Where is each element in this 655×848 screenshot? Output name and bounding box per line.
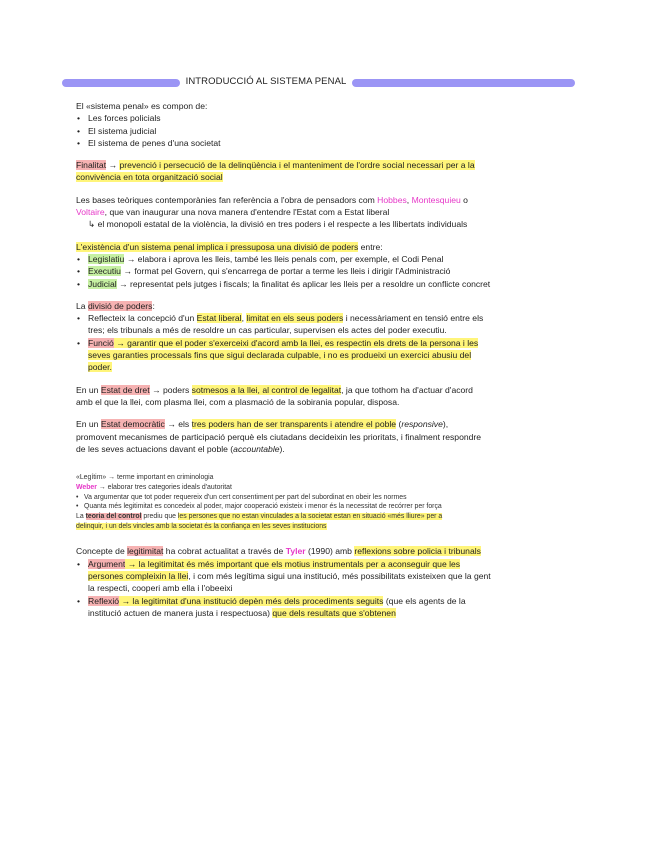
divisio-pre: La [76, 300, 88, 311]
text: ( [396, 419, 402, 430]
estat-democratic-section [76, 418, 576, 455]
highlight: tres poders han de ser transparents i atendre el poble [191, 419, 397, 430]
list-item [76, 253, 576, 265]
emphasis: responsive [401, 419, 443, 430]
reflexio-label: Reflexió [88, 595, 120, 606]
text: Reflecteix la concepció d'un [88, 313, 197, 324]
bases-section [76, 194, 576, 231]
divisio-post: : [152, 300, 155, 311]
finalitat-section [76, 159, 576, 184]
thinker-weber: Weber [76, 483, 97, 491]
existencia-highlight: L'existència d'un sistema penal implica i pressuposa una divisió de poders [76, 241, 359, 252]
highlight: sotmesos a la llei, al control de legalitat [191, 384, 342, 395]
divisio-label: divisió de poders [87, 300, 153, 311]
page-title: INTRODUCCIÓ AL SISTEMA PENAL [185, 76, 347, 87]
highlight: → garantir que el poder s'exerceixi d'acord amb la llei, es respectin els drets de la persona i les [113, 337, 479, 348]
highlight: limitat en els seus poders [246, 313, 344, 324]
text: La [76, 512, 86, 520]
finalitat-text: convivència en tota organització social [76, 172, 223, 183]
list-item-continuation: tres; els tribunals a més de resoldre un cas particular, supervisen els actes del poder executiu. [88, 325, 447, 336]
argument-label: Argument [88, 558, 126, 569]
text: (que els agents de la [383, 595, 466, 606]
list-item [76, 558, 576, 570]
thinker-tyler: Tyler [285, 546, 306, 557]
text: Concepte de [76, 546, 128, 557]
arrow: → [106, 160, 120, 171]
list-item: • Quanta més legitimitat es concedeix al poder, major cooperació existeix i menor és la necessitat de recórrer per força [76, 502, 576, 512]
text: «Legítim» → terme important en criminologia [76, 474, 214, 482]
finalitat-text: prevenció i persecució de la delinqüència i el manteniment de l'ordre social necessari per a la [119, 160, 475, 171]
highlight: → la legitimitat d'una institució depèn més dels procediments seguits [119, 595, 384, 606]
bases-subnote: ↳ el monopoli estatal de la violència, la divisió en tres poders i el respecte a les llibertats individuals [88, 219, 468, 230]
text: → elaborar tres categories ideals d'autoritat [96, 483, 232, 491]
estat-dret-section [76, 384, 576, 409]
highlight: seves garanties processals fins que sigui declarada culpable, i no es produeixi un exercici abusiu del [88, 350, 472, 361]
power-label: Legislatiu [88, 253, 125, 264]
thinker-voltaire: Voltaire [76, 207, 105, 218]
text: En un [76, 384, 101, 395]
highlight: persones compleixin la llei [88, 570, 189, 581]
funcio-label: Funció [88, 337, 114, 348]
highlight: poder. [88, 362, 112, 373]
existencia-section [76, 241, 576, 290]
text: , [241, 313, 247, 324]
list-item [76, 337, 576, 349]
document-body [76, 100, 576, 629]
power-text: → elabora i aprova les lleis, també les lleis penals com, per exemple, el Codi Penal [124, 253, 444, 264]
intro-heading: El «sistema penal» es compon de: [76, 101, 208, 111]
list-item: • Les forces policials [76, 112, 576, 124]
bases-text: Les bases teòriques contemporànies fan referència a l'obra de pensadors com [76, 194, 378, 205]
list-item [76, 312, 576, 324]
text: , ja que tothom ha d'actuar d'acord [341, 384, 473, 395]
highlight: delinquir, i un dels vincles amb la societat és la confiança en les seves institucions [76, 522, 327, 530]
list-item: • El sistema judicial [76, 125, 576, 137]
power-text: → representat pels jutges i fiscals; la finalitat és aplicar les lleis per a resoldre un conflicte concret [116, 278, 491, 289]
title-row [62, 77, 575, 89]
power-label: Judicial [88, 278, 117, 289]
bases-text: , que van inaugurar una nova manera d'entendre l'Estat com a Estat liberal [104, 207, 390, 218]
title-bar-left [62, 79, 180, 87]
emphasis: accountable [233, 443, 280, 454]
power-label: Executiu [88, 266, 121, 277]
text: En un [76, 419, 101, 430]
list-item [76, 278, 576, 290]
text: i necessàriament en tensió entre els [343, 313, 484, 324]
text: (1990) amb [305, 546, 355, 557]
teoria-control-label: teoria del control [85, 512, 142, 520]
separator: o [460, 194, 468, 205]
estat-dret-label: Estat de dret [100, 384, 150, 395]
text: → els [164, 419, 192, 430]
text: de les seves actuacions davant el poble ( [76, 443, 234, 454]
title-bar-right [352, 79, 575, 87]
highlight: Estat liberal [196, 313, 242, 324]
text: promovent mecanismes de participació perquè els ciutadans decideixin les prioritats, i finalment respondre [76, 431, 482, 442]
legitimitat-label: legitimitat [127, 546, 164, 557]
list-item: • Va argumentar que tot poder requereix d'un cert consentiment per part del subordinat en obeir les normes [76, 493, 576, 503]
thinker-hobbes: Hobbes [377, 194, 407, 205]
text: ). [279, 443, 285, 454]
text: amb el que la llei, com plasma llei, com a plasmació de la sobirania popular, disposa. [76, 396, 400, 407]
thinker-montesquieu: Montesquieu [411, 194, 461, 205]
concepte-section [76, 545, 576, 619]
text: , i com més legítima sigui una institució, més possibilitats existeixen que la gent [188, 570, 491, 581]
highlight: → la legitimitat és més important que els motius instrumentals per a aconseguir que les [125, 558, 461, 569]
divisio-section [76, 300, 576, 374]
estat-democratic-label: Estat democràtic [100, 419, 165, 430]
list-item: • El sistema de penes d'una societat [76, 137, 576, 149]
existencia-text: entre: [358, 241, 383, 252]
highlight: reflexions sobre policia i tribunals [354, 546, 481, 557]
highlight: que dels resultats que s'obtenen [272, 607, 396, 618]
text: ), [442, 419, 449, 430]
text: → poders [149, 384, 192, 395]
finalitat-label: Finalitat [76, 160, 107, 171]
text: institució actuen de manera justa i respectuosa) [88, 607, 273, 618]
legitim-section [76, 473, 576, 531]
text: la respecti, cooperi amb ella i l'obeeixi [88, 583, 233, 594]
intro-section [76, 100, 576, 149]
power-text: → format pel Govern, qui s'encarrega de portar a terme les lleis i dirigir l'Administració [120, 266, 451, 277]
separator: , [406, 194, 412, 205]
text: ha cobrat actualitat a través de [163, 546, 286, 557]
text: prediu que [141, 512, 178, 520]
list-item [76, 265, 576, 277]
highlight: les persones que no estan vinculades a la societat estan en situació «més lliure» per a [177, 512, 443, 520]
list-item [76, 595, 576, 607]
